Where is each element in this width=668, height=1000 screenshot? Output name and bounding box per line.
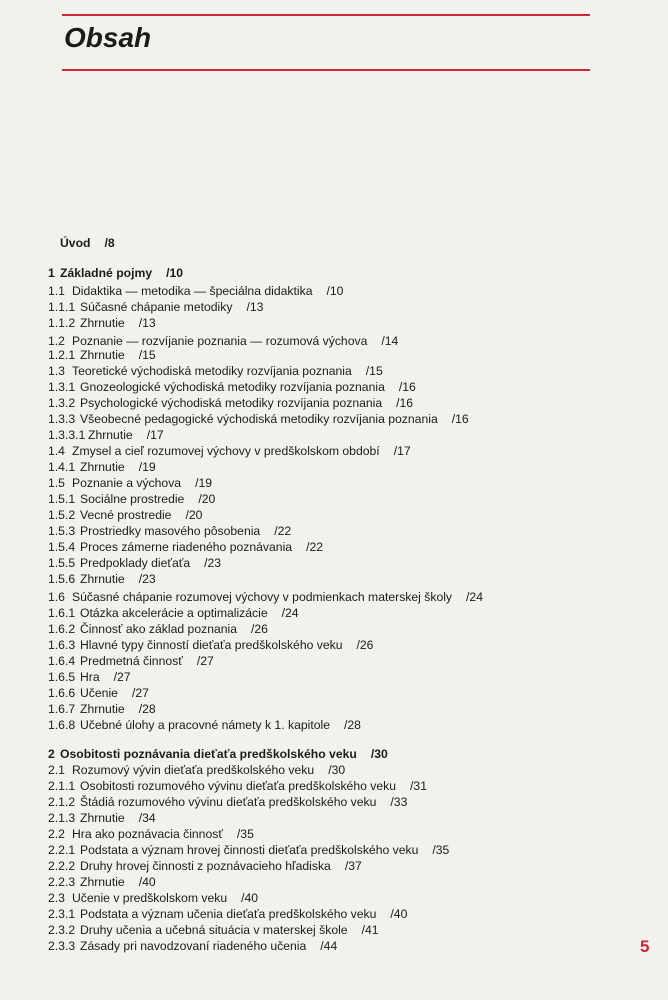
toc-entry-number: 2.2 xyxy=(48,827,65,841)
toc-entry-page: /28 xyxy=(138,702,156,716)
toc-entry-title xyxy=(60,266,183,281)
toc-entry-title xyxy=(80,412,469,427)
toc-entry-number: 1.3.3 xyxy=(48,412,76,426)
toc-entry-page: /33 xyxy=(390,795,408,809)
toc-entry-label: Prostriedky masového pôsobenia xyxy=(80,524,261,538)
toc-entry-title xyxy=(80,300,263,315)
toc-entry-page: /10 xyxy=(166,266,184,280)
toc-entry-label: Zhrnutie xyxy=(80,316,125,330)
toc-entry-label: Hlavné typy činností dieťaťa predškolského veku xyxy=(80,638,343,652)
toc-entry-title xyxy=(80,606,299,621)
toc-entry-number: 2 xyxy=(48,747,55,761)
toc-entry-label: Predmetná činnosť xyxy=(80,654,183,668)
toc-entry-number: 2.3.2 xyxy=(48,923,76,937)
toc-entry-title xyxy=(80,556,221,571)
toc-entry-page: /40 xyxy=(390,907,408,921)
toc-entry-title xyxy=(80,923,379,938)
toc-entry-number: 1.6.2 xyxy=(48,622,76,636)
toc-entry-label: Zhrnutie xyxy=(80,348,125,362)
toc-entry-label: Podstata a význam učenia dieťaťa predškolského veku xyxy=(80,907,377,921)
toc-entry-page: /16 xyxy=(396,396,414,410)
toc-entry-page: /13 xyxy=(246,300,264,314)
toc-entry-label: Sociálne prostredie xyxy=(80,492,185,506)
toc-entry-label: Teoretické východiská metodiky rozvíjania poznania xyxy=(72,364,352,378)
toc-entry-number: 1.6.3 xyxy=(48,638,76,652)
toc-entry-title xyxy=(80,380,416,395)
toc-entry-number: 1.2 xyxy=(48,334,65,348)
toc-entry-number: 1.6 xyxy=(48,590,65,604)
toc-entry-title xyxy=(72,590,483,605)
toc-entry-label: Hra ako poznávacia činnosť xyxy=(72,827,223,841)
toc-entry-number: 2.2.2 xyxy=(48,859,76,873)
toc-entry-title xyxy=(80,492,215,507)
toc-entry-page: /23 xyxy=(138,572,156,586)
toc-entry-page: /28 xyxy=(344,718,361,732)
toc-entry-page: /27 xyxy=(113,670,131,684)
toc-entry-label: Podstata a význam hrovej činnosti dieťaťa predškolského veku xyxy=(80,843,419,857)
toc-entry-number: 1.5.1 xyxy=(48,492,76,506)
toc-entry-title xyxy=(88,428,164,443)
toc-entry-label: Vecné prostredie xyxy=(80,508,172,522)
toc-entry-number: 2.3.1 xyxy=(48,907,76,921)
toc-entry-title xyxy=(72,763,345,778)
toc-entry-number: 1.1.1 xyxy=(48,300,76,314)
toc-entry-number: 1.6.7 xyxy=(48,702,76,716)
toc-entry-page: /30 xyxy=(370,747,388,761)
toc-entry-label: Rozumový vývin dieťaťa predškolského veku xyxy=(72,763,315,777)
toc-entry-number: 1.5.4 xyxy=(48,540,76,554)
toc-entry-number: 1 xyxy=(48,266,55,280)
toc-entry-label: Poznanie a výchova xyxy=(72,476,182,490)
toc-entry-number: 1.3.3.1 xyxy=(48,428,86,442)
toc-entry-number: 2.1 xyxy=(48,763,65,777)
toc-entry-title xyxy=(80,670,131,685)
toc-entry-label: Zhrnutie xyxy=(80,702,125,716)
toc-entry-title xyxy=(60,236,115,251)
toc-entry-label: Poznanie — rozvíjanie poznania — rozumová výchova xyxy=(72,334,368,348)
toc-entry-page: /17 xyxy=(393,444,411,458)
toc-entry-number: 2.2.1 xyxy=(48,843,76,857)
toc-entry-label: Hra xyxy=(80,670,100,684)
toc-entry-title xyxy=(72,334,398,349)
toc-entry-title xyxy=(80,396,413,411)
toc-entry-page: /15 xyxy=(365,364,383,378)
toc-entry-label: Predpoklady dieťaťa xyxy=(80,556,191,570)
toc-entry-page: /24 xyxy=(466,590,483,604)
toc-entry-label: Súčasné chápanie rozumovej výchovy v podmienkach materskej školy xyxy=(72,590,453,604)
toc-entry-number: 1.5.5 xyxy=(48,556,76,570)
toc-entry-title xyxy=(80,702,156,717)
toc-entry-label: Psychologické východiská metodiky rozvíjania poznania xyxy=(80,396,383,410)
toc-entry-page: /10 xyxy=(326,284,344,298)
toc-entry-title xyxy=(80,572,156,587)
page-number: 5 xyxy=(640,937,650,956)
toc-entry-label: Učenie xyxy=(80,686,118,700)
toc-entry-label: Otázka akcelerácie a optimalizácie xyxy=(80,606,268,620)
toc-entry-number: 2.3.3 xyxy=(48,939,76,953)
toc-entry-page: /41 xyxy=(361,923,379,937)
toc-entry-label: Učebné úlohy a pracovné námety k 1. kapitole xyxy=(80,718,330,732)
toc-entry-label: Súčasné chápanie metodiky xyxy=(80,300,233,314)
toc-entry-number: 2.1.2 xyxy=(48,795,76,809)
toc-entry-number: 2.1.1 xyxy=(48,779,76,793)
toc-entry-number: 1.5.2 xyxy=(48,508,76,522)
toc-entry-number: 1.1.2 xyxy=(48,316,76,330)
toc-entry-page: /34 xyxy=(138,811,156,825)
toc-entry-title xyxy=(80,795,407,810)
toc-entry-label: Proces zámerne riadeného poznávania xyxy=(80,540,293,554)
toc-entry-title xyxy=(80,718,361,733)
toc-entry-page: /14 xyxy=(381,334,399,348)
toc-entry-number: 1.5.3 xyxy=(48,524,76,538)
toc-entry-number: 1.4 xyxy=(48,444,65,458)
toc-entry-number: 1.2.1 xyxy=(48,348,76,362)
page-title: Obsah xyxy=(64,22,152,53)
toc-entry-title xyxy=(80,811,156,826)
toc-entry-title xyxy=(80,508,202,523)
toc-entry-number: 2.3 xyxy=(48,891,65,905)
toc-entry-page: /27 xyxy=(196,654,214,668)
toc-entry-page: /16 xyxy=(398,380,416,394)
toc-entry-label: Činnosť ako základ poznania xyxy=(80,622,238,636)
toc-entry-title xyxy=(80,638,373,653)
toc-entry-label: Zhrnutie xyxy=(80,811,125,825)
toc-entry-page: /26 xyxy=(356,638,374,652)
toc-entry-label: Zásady pri navodzovaní riadeného učenia xyxy=(80,939,307,953)
toc-entry-title xyxy=(72,891,258,906)
toc-entry-page: /37 xyxy=(344,859,362,873)
toc-entry-title xyxy=(80,540,323,555)
toc-entry-page: /19 xyxy=(138,460,156,474)
toc-entry-label: Zmysel a cieľ rozumovej výchovy v predškolskom období xyxy=(72,444,380,458)
toc-entry-page: /40 xyxy=(241,891,259,905)
toc-entry-label: Štádiá rozumového vývinu dieťaťa predškolského veku xyxy=(80,795,377,809)
toc-entry-title xyxy=(72,284,343,299)
toc-entry-title xyxy=(80,622,268,637)
toc-entry-number: 2.1.3 xyxy=(48,811,76,825)
toc-entry-number: 1.6.4 xyxy=(48,654,76,668)
toc-entry-title xyxy=(80,524,291,539)
toc-entry-label: Osobitosti rozumového vývinu dieťaťa predškolského veku xyxy=(80,779,397,793)
toc-entry-page: /22 xyxy=(274,524,292,538)
toc-entry-page: /13 xyxy=(138,316,156,330)
toc-entry-number: 1.3.2 xyxy=(48,396,76,410)
toc-entry-title xyxy=(80,939,337,954)
toc-entry-number: 1.1 xyxy=(48,284,65,298)
toc-entry-label: Gnozeologické východiská metodiky rozvíjania poznania xyxy=(80,380,385,394)
toc-entry-label: Zhrnutie xyxy=(88,428,133,442)
toc-entry-page: /27 xyxy=(131,686,149,700)
toc-entry-number: 1.3.1 xyxy=(48,380,76,394)
toc-entry-label: Všeobecné pedagogické východiská metodiky rozvíjania poznania xyxy=(80,412,438,426)
toc-entry-title xyxy=(72,476,212,491)
toc-entry-title xyxy=(80,654,214,669)
toc-entry-number: 1.6.8 xyxy=(48,718,76,732)
toc-entry-page: /22 xyxy=(306,540,324,554)
toc-entry-page: /15 xyxy=(138,348,156,362)
toc-entry-title xyxy=(72,364,383,379)
toc-entry-page: /44 xyxy=(320,939,338,953)
toc-entry-page: /35 xyxy=(236,827,254,841)
toc-entry-label: Druhy učenia a učebná situácia v materskej škole xyxy=(80,923,348,937)
toc-entry-number: 1.6.1 xyxy=(48,606,76,620)
toc-entry-page: /23 xyxy=(204,556,222,570)
toc-entry-title xyxy=(72,827,254,842)
toc-entry-label: Druhy hrovej činnosti z poznávacieho hľadiska xyxy=(80,859,331,873)
toc-entry-label: Úvod xyxy=(60,236,91,250)
toc-entry-page: /26 xyxy=(251,622,268,636)
toc-entry-page: /20 xyxy=(198,492,216,506)
toc-entry-page: /40 xyxy=(138,875,156,889)
toc-entry-label: Zhrnutie xyxy=(80,460,125,474)
toc-entry-number: 2.2.3 xyxy=(48,875,76,889)
toc-entry-page: /30 xyxy=(328,763,346,777)
toc-entry-page: /31 xyxy=(410,779,427,793)
toc-entry-number: 1.3 xyxy=(48,364,65,378)
toc-entry-title xyxy=(80,779,427,794)
toc-entry-label: Základné pojmy xyxy=(60,266,153,280)
toc-entry-page: /16 xyxy=(451,412,469,426)
toc-entry-label: Didaktika — metodika — špeciálna didaktika xyxy=(72,284,313,298)
toc-entry-title xyxy=(80,843,449,858)
toc-entry-number: 1.5 xyxy=(48,476,65,490)
toc-entry-page: /24 xyxy=(281,606,299,620)
toc-entry-number: 1.5.6 xyxy=(48,572,76,586)
toc-entry-page: /20 xyxy=(185,508,203,522)
toc-entry-page: /8 xyxy=(104,236,115,250)
toc-entry-title xyxy=(80,460,156,475)
toc-entry-title xyxy=(60,747,388,762)
toc-entry-page: /19 xyxy=(195,476,213,490)
toc-entry-label: Zhrnutie xyxy=(80,572,125,586)
toc-entry-title xyxy=(80,348,156,363)
toc-entry-page: /17 xyxy=(146,428,164,442)
toc-entry-title xyxy=(80,875,156,890)
toc-entry-label: Osobitosti poznávania dieťaťa predškolského veku xyxy=(60,747,357,761)
toc-entry-title xyxy=(80,859,362,874)
toc-entry-label: Zhrnutie xyxy=(80,875,125,889)
toc-entry-number: 1.4.1 xyxy=(48,460,76,474)
toc-entry-title xyxy=(80,907,407,922)
toc-entry-title xyxy=(80,686,149,701)
toc-entry-title xyxy=(72,444,411,459)
toc-entry-title xyxy=(80,316,156,331)
toc-entry-label: Učenie v predškolskom veku xyxy=(72,891,228,905)
toc-entry-page: /35 xyxy=(432,843,450,857)
toc-entry-number: 1.6.5 xyxy=(48,670,76,684)
toc-entry-number: 1.6.6 xyxy=(48,686,76,700)
